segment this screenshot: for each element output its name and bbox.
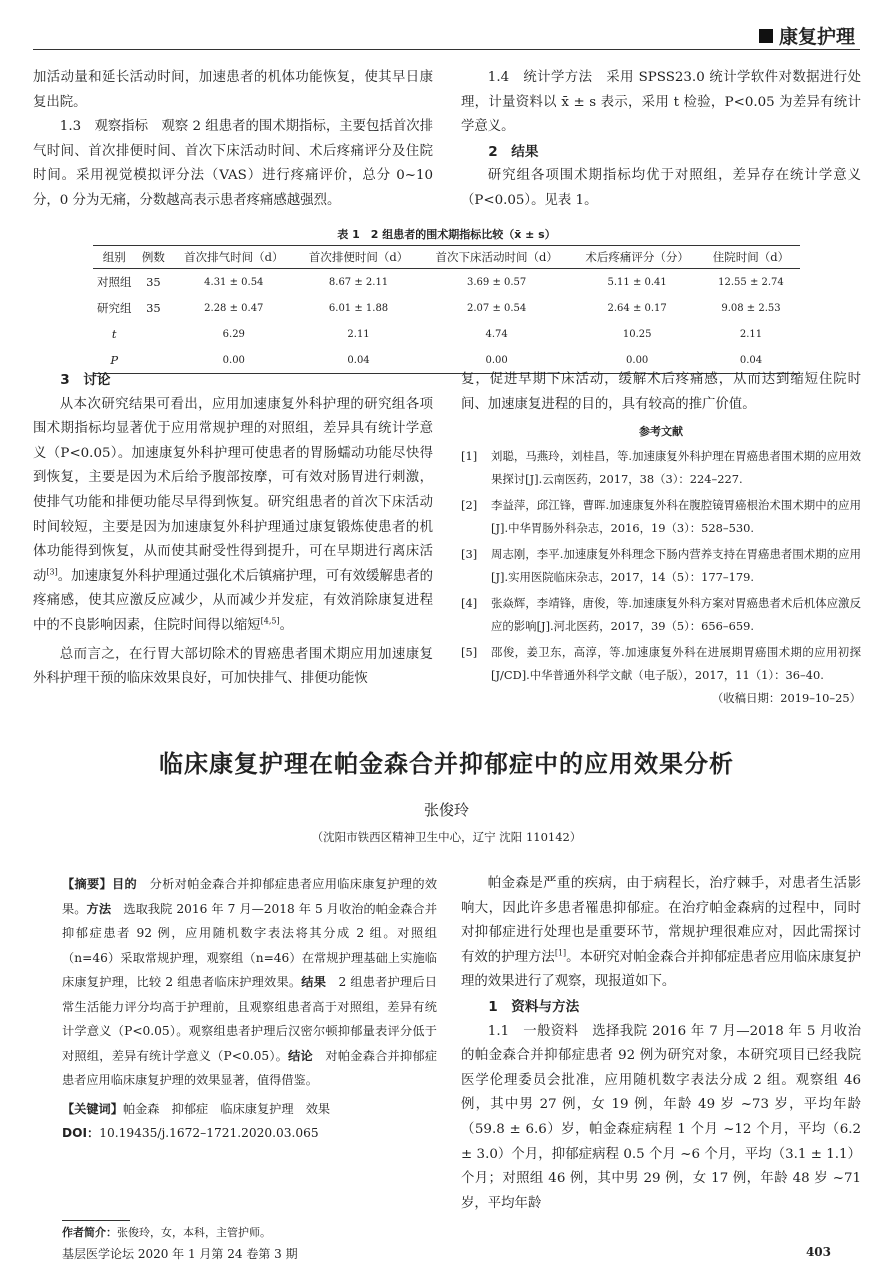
paragraph-statistics: 1.4 统计学方法 采用 SPSS23.0 统计学软件对数据进行处理，计量资料以 x̄ ± s 表示，采用 t 检验，P<0.05 为差异有统计学意义。	[461, 70, 861, 135]
reference-text: 邵俊，姜卫东，高淳，等.加速康复外科在进展期胃癌围术期的应用初探[J/CD].中华普通外科学文献（电子版），2017，11（1）：36–40.	[491, 645, 861, 682]
paragraph-observation: 1.3 观察指标 观察 2 组患者的围术期指标，主要包括首次排气时间、首次排便时间、首次下床活动时间、术后疼痛评分及住院时间。采用视觉模拟评分法（VAS）进行疼痛评价，总分 0~10 分，0 分为无痛，分数越高表示患者疼痛感越强烈。	[33, 119, 433, 208]
table-cell: 12.55 ± 2.74	[718, 276, 784, 288]
section-tag-text: 康复护理	[778, 26, 855, 48]
section-tag	[759, 22, 855, 49]
intro-text: 帕金森是严重的疾病，由于病程长，治疗棘手，对患者生活影响大，因此许多患者罹患抑郁症。在治疗帕金森病的过程中，同时对抑郁症进行处理也是重要环节，常规护理很难应对，因此需探讨有效的护理方法	[461, 876, 861, 965]
table-cell: 0.04	[296, 347, 421, 374]
reference-number: [2]	[461, 498, 478, 513]
table-cell: 3.69 ± 0.57	[467, 276, 527, 288]
table-cell: 4.31 ± 0.54	[204, 276, 264, 288]
author-footnote	[62, 1224, 271, 1240]
abstract-text	[62, 872, 437, 1093]
citation: [4,5]	[260, 616, 280, 626]
table-cell: 6.01 ± 1.88	[328, 302, 389, 314]
table-header: 首次排气时间（d）	[171, 246, 296, 269]
table-cell: 5.11 ± 0.41	[607, 276, 667, 288]
table-cell: 8.67 ± 2.11	[328, 276, 389, 288]
paragraph: 加活动量和延长活动时间，加速患者的机体功能恢复，使其早日康复出院。	[33, 70, 433, 110]
heading-methods: 1 资料与方法	[488, 998, 580, 1015]
table-cell: t	[111, 327, 117, 341]
table-cell: 4.74	[485, 328, 508, 340]
reference-text: 张焱辉，李靖锋，唐俊，等.加速康复外科方案对胃癌患者术后机体应激反应的影响[J].河北医药，2017，39（5）：656–659.	[491, 596, 861, 633]
doi-line	[62, 1121, 437, 1146]
table-row	[93, 321, 800, 347]
table-cell: 0.04	[702, 347, 800, 374]
reference-item	[461, 543, 861, 588]
references-column	[461, 368, 861, 706]
table-cell: 对照组	[96, 275, 132, 289]
top-left-column	[33, 66, 433, 214]
table-cell: 2.07 ± 0.54	[467, 302, 527, 314]
section-square-icon	[759, 29, 773, 43]
doi-label: DOI：	[62, 1126, 100, 1140]
reference-text: 李益萍，邱江锋，曹晖.加速康复外科在腹腔镜胃癌根治术围术期中的应用[J].中华胃肠外科杂志，2016，19（3）：528–530.	[491, 498, 861, 535]
references-title: 参考文献	[639, 425, 683, 439]
intro-column	[461, 872, 861, 1216]
article-title: 临床康复护理在帕金森合并抑郁症中的应用效果分析	[159, 750, 734, 778]
paragraph-continuation: 复，促进早期下床活动，缓解术后疼痛感，从而达到缩短住院时间、加速康复进程的目的，具有较高的推广价值。	[461, 372, 861, 412]
table-cell	[135, 321, 171, 347]
table-cell: 35	[146, 275, 161, 289]
keywords-text: 帕金森 抑郁症 临床康复护理 效果	[122, 1101, 331, 1116]
paragraph-discussion	[33, 393, 433, 639]
reference-text: 周志刚，李平.加速康复外科理念下肠内营养支持在胃癌患者围术期的应用[J].实用医院临床杂志，2017，14（5）：177–179.	[491, 547, 861, 584]
citation: [3]	[46, 567, 58, 577]
table-cell: 2.28 ± 0.47	[204, 302, 264, 314]
reference-item	[461, 641, 861, 686]
abstract-method-label: 方法	[86, 901, 112, 916]
citation: [1]	[554, 948, 567, 958]
table-header: 组别	[93, 246, 135, 269]
table-cell: 2.11	[347, 328, 370, 340]
table-row	[93, 295, 800, 321]
paragraph-intro	[461, 872, 861, 995]
table-header: 例数	[135, 246, 171, 269]
paragraph-conclusion: 总而言之，在行胃大部切除术的胃癌患者围术期应用加速康复外科护理干预的临床效果良好，可加快排气、排便功能恢	[33, 646, 433, 687]
footnote-text: 张俊玲，女，本科，主管护师。	[117, 1226, 271, 1239]
page-number: 403	[805, 1245, 831, 1259]
table-title: 表 1 2 组患者的围术期指标比较（x̄ ± s）	[337, 228, 556, 241]
article-affiliation: （沈阳市铁西区精神卫生中心，辽宁 沈阳 110142）	[311, 830, 582, 844]
table-header: 首次下床活动时间（d）	[421, 246, 572, 269]
abstract-objective-label: 目的	[112, 877, 138, 891]
discussion-column	[33, 368, 433, 692]
article-author: 张俊玲	[423, 801, 469, 819]
table-cell: 0.00	[421, 347, 572, 374]
heading-results: 2 结果	[488, 143, 539, 160]
reference-number: [4]	[461, 596, 478, 611]
reference-item	[461, 445, 861, 490]
abstract-result-label: 结果	[301, 975, 327, 989]
table-cell: 2.11	[739, 328, 763, 340]
reference-number: [1]	[461, 449, 478, 464]
journal-info: 基层医学论坛 2020 年 1 月第 24 卷第 3 期	[62, 1247, 298, 1261]
abstract-method: 选取我院 2016 年 7 月—2018 年 5 月收治的帕金森合并抑郁症患者 92 例，应用随机数字表法将其分成 2 组。对照组（n=46）采取常规护理，观察组（n=46）在常规护理基础上实施临床康复护理，比较 2 组患者临床护理效果。	[62, 901, 438, 989]
table-cell: 0.00	[572, 347, 702, 374]
reference-text: 刘聪，马燕玲，刘桂昌，等.加速康复外科护理在胃癌患者围术期的应用效果探讨[J].云南医药，2017，38（3）：224–227.	[491, 449, 861, 486]
abstract-objective: 分析对帕金森合并抑郁症患者应用临床康复护理的效果。	[62, 877, 438, 916]
table-cell: 10.25	[622, 328, 652, 340]
table-row	[93, 269, 800, 296]
abstract-label: 【摘要】	[62, 877, 113, 891]
reference-number: [5]	[461, 645, 478, 660]
table-header: 住院时间（d）	[702, 246, 800, 269]
table-header-row	[93, 246, 800, 269]
discussion-text: 。	[279, 617, 293, 633]
reference-item	[461, 494, 861, 539]
discussion-text: 从本次研究结果可看出，应用加速康复外科护理的研究组各项围术期指标均显著优于应用常规护理的对照组，差异具有统计学意义（P<0.05）。加速康复外科护理可使患者的胃肠蠕动功能尽快得到恢复，主要是因为术后给予腹部按摩，可有效对肠胃进行刺激，使排气功能和排便功能尽早得到恢复。研究组患者的首次下床活动时间较短，主要是因为加速康复外科护理通过康复锻炼使患者的机体功能得到恢复，从而使其耐受性得到提升，可在早期进行离床活动	[33, 396, 433, 584]
table-cell: P	[93, 347, 135, 374]
doi-value: 10.19435/j.1672–1721.2020.03.065	[99, 1126, 319, 1140]
table-cell: 0.00	[171, 347, 296, 374]
top-right-column	[461, 66, 861, 214]
abstract-conclusion-label: 结论	[288, 1048, 313, 1063]
paragraph-results: 研究组各项围术期指标均优于对照组，差异存在统计学意义（P<0.05）。见表 1。	[461, 168, 861, 208]
heading-discussion: 3 讨论	[60, 372, 111, 388]
header-rule	[33, 49, 860, 50]
abstract-block	[62, 872, 437, 1146]
paragraph-general-data: 1.1 一般资料 选择我院 2016 年 7 月—2018 年 5 月收治的帕金森合并抑郁症患者 92 例为研究对象，本研究项目已经我院医学伦理委员会批准，应用随机数字表法分成 2 组。观察组 46 例，其中男 27 例，女 19 例，年龄 49 岁 ~73 岁，平均年龄（59.8 ± 6.6）岁，帕金森症病程 1 个月 ~12 个月，平均（6.2 ± 3.0）个月，抑郁症病程 0.5 个月 ~6 个月，平均（3.1 ± 1.1）个月；对照组 46 例，其中男 29 例，女 17 例，年龄 48 岁 ~71 岁，平均年龄	[461, 1023, 861, 1211]
keywords-label: 【关键词】	[62, 1101, 123, 1116]
intro-text: 。本研究对帕金森合并抑郁症患者应用临床康复护理的效果进行了观察，现报道如下。	[461, 949, 862, 990]
table-cell: 6.29	[222, 328, 245, 340]
footnote-label: 作者简介：	[62, 1226, 117, 1239]
received-date: （收稿日期：2019–10–25）	[711, 691, 861, 706]
table-cell: 35	[146, 301, 161, 315]
table-header: 术后疼痛评分（分）	[572, 246, 702, 269]
keywords-line	[62, 1097, 437, 1122]
footnote-rule	[62, 1220, 130, 1221]
discussion-text: 。加速康复外科护理通过强化术后镇痛护理，可有效缓解患者的疼痛感，使其应激反应减少，从而减少并发症，有效消除康复进程中的不良影响因素，住院时间得以缩短	[33, 568, 434, 633]
table-header: 首次排便时间（d）	[296, 246, 421, 269]
reference-item	[461, 592, 861, 637]
abstract-result: 2 组患者护理后日常生活能力评分均高于护理前，且观察组患者高于对照组，差异有统计学意义（P<0.05）。观察组患者护理后汉密尔顿抑郁量表评分低于对照组，差异有统计学意义（P<0.05）。	[62, 975, 438, 1063]
table-cell: 9.08 ± 2.53	[721, 302, 781, 314]
abstract-conclusion: 对帕金森合并抑郁症患者应用临床康复护理的效果显著，值得借鉴。	[62, 1048, 438, 1087]
data-table	[93, 245, 800, 374]
table-cell: 研究组	[96, 301, 132, 315]
reference-number: [3]	[461, 547, 478, 562]
table-cell: 2.64 ± 0.17	[607, 302, 667, 314]
